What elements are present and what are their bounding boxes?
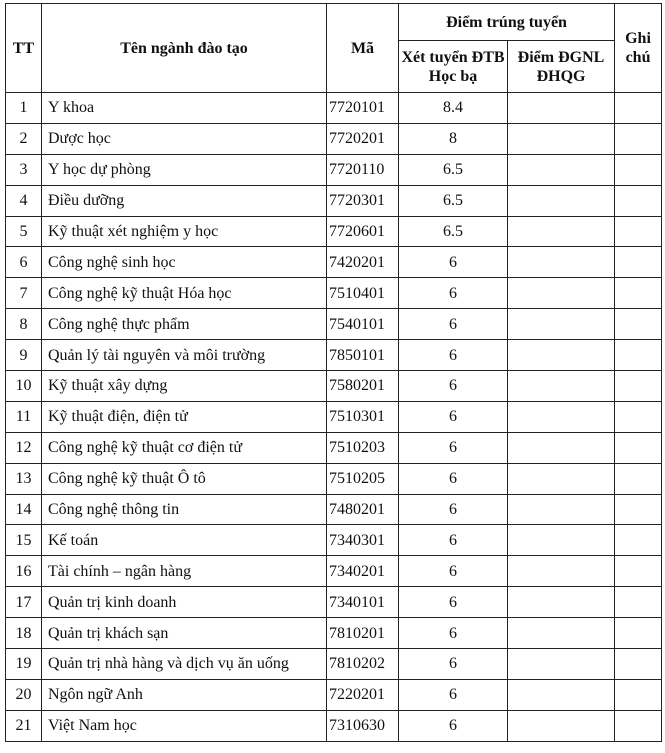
hoc-ba-score: 6	[399, 556, 508, 587]
program-name: Công nghệ sinh học	[42, 247, 327, 278]
dgnl-score	[508, 185, 615, 216]
hoc-ba-score: 6	[399, 371, 508, 402]
program-code: 7510301	[327, 401, 399, 432]
program-code: 7720110	[327, 154, 399, 185]
program-name: Kỹ thuật điện, điện tử	[42, 401, 327, 432]
dgnl-score	[508, 309, 615, 340]
dgnl-score	[508, 649, 615, 680]
table-body	[6, 93, 662, 742]
note-cell	[615, 618, 662, 649]
note-cell	[615, 463, 662, 494]
note-cell	[615, 679, 662, 710]
table-row	[6, 216, 662, 247]
table-row	[6, 649, 662, 680]
table-row	[6, 525, 662, 556]
note-cell	[615, 216, 662, 247]
table-row	[6, 587, 662, 618]
dgnl-score	[508, 154, 615, 185]
program-code: 7720201	[327, 123, 399, 154]
hoc-ba-score: 6.5	[399, 185, 508, 216]
program-code: 7480201	[327, 494, 399, 525]
table-row	[6, 679, 662, 710]
hoc-ba-score: 6	[399, 587, 508, 618]
row-number: 4	[6, 185, 42, 216]
program-code: 7340301	[327, 525, 399, 556]
row-number: 10	[6, 371, 42, 402]
program-code: 7810201	[327, 618, 399, 649]
row-number: 5	[6, 216, 42, 247]
dgnl-score	[508, 494, 615, 525]
note-cell	[615, 401, 662, 432]
program-code: 7850101	[327, 340, 399, 371]
dgnl-score	[508, 216, 615, 247]
program-code: 7420201	[327, 247, 399, 278]
program-code: 7510205	[327, 463, 399, 494]
program-name: Y học dự phòng	[42, 154, 327, 185]
table-row	[6, 154, 662, 185]
program-name: Quản trị khách sạn	[42, 618, 327, 649]
header-dgnl: Điểm ĐGNL ĐHQG	[508, 41, 615, 93]
note-cell	[615, 123, 662, 154]
program-name: Y khoa	[42, 93, 327, 124]
row-number: 12	[6, 432, 42, 463]
note-cell	[615, 185, 662, 216]
program-name: Điều dưỡng	[42, 185, 327, 216]
row-number: 7	[6, 278, 42, 309]
dgnl-score	[508, 556, 615, 587]
program-code: 7810202	[327, 649, 399, 680]
hoc-ba-score: 6	[399, 309, 508, 340]
dgnl-score	[508, 340, 615, 371]
hoc-ba-score: 6	[399, 525, 508, 556]
hoc-ba-score: 6.5	[399, 154, 508, 185]
note-cell	[615, 340, 662, 371]
row-number: 11	[6, 401, 42, 432]
table-row	[6, 278, 662, 309]
hoc-ba-score: 8.4	[399, 93, 508, 124]
note-cell	[615, 494, 662, 525]
table-row	[6, 93, 662, 124]
hoc-ba-score: 6	[399, 463, 508, 494]
table-row	[6, 556, 662, 587]
program-name: Việt Nam học	[42, 710, 327, 741]
table-row	[6, 247, 662, 278]
dgnl-score	[508, 93, 615, 124]
program-name: Dược học	[42, 123, 327, 154]
row-number: 8	[6, 309, 42, 340]
dgnl-score	[508, 371, 615, 402]
program-code: 7720601	[327, 216, 399, 247]
program-code: 7580201	[327, 371, 399, 402]
row-number: 17	[6, 587, 42, 618]
dgnl-score	[508, 525, 615, 556]
row-number: 20	[6, 679, 42, 710]
program-code: 7510203	[327, 432, 399, 463]
program-name: Công nghệ kỹ thuật Ô tô	[42, 463, 327, 494]
note-cell	[615, 371, 662, 402]
row-number: 13	[6, 463, 42, 494]
program-name: Kế toán	[42, 525, 327, 556]
header-note: Ghi chú	[615, 4, 662, 93]
program-code: 7310630	[327, 710, 399, 741]
dgnl-score	[508, 278, 615, 309]
hoc-ba-score: 6	[399, 710, 508, 741]
program-name: Công nghệ thông tin	[42, 494, 327, 525]
row-number: 18	[6, 618, 42, 649]
program-code: 7720301	[327, 185, 399, 216]
row-number: 9	[6, 340, 42, 371]
program-name: Quản lý tài nguyên và môi trường	[42, 340, 327, 371]
program-code: 7540101	[327, 309, 399, 340]
program-code: 7340101	[327, 587, 399, 618]
hoc-ba-score: 6	[399, 494, 508, 525]
row-number: 16	[6, 556, 42, 587]
dgnl-score	[508, 463, 615, 494]
admission-scores-table	[5, 3, 662, 742]
program-name: Quản trị nhà hàng và dịch vụ ăn uống	[42, 649, 327, 680]
hoc-ba-score: 8	[399, 123, 508, 154]
program-code: 7720101	[327, 93, 399, 124]
row-number: 3	[6, 154, 42, 185]
note-cell	[615, 525, 662, 556]
program-name: Quản trị kinh doanh	[42, 587, 327, 618]
program-name: Ngôn ngữ Anh	[42, 679, 327, 710]
program-name: Công nghệ kỹ thuật Hóa học	[42, 278, 327, 309]
row-number: 21	[6, 710, 42, 741]
program-name: Tài chính – ngân hàng	[42, 556, 327, 587]
header-admission-score: Điểm trúng tuyển	[399, 4, 615, 41]
hoc-ba-score: 6.5	[399, 216, 508, 247]
table-row	[6, 494, 662, 525]
table-row	[6, 340, 662, 371]
table-row	[6, 710, 662, 741]
note-cell	[615, 309, 662, 340]
dgnl-score	[508, 432, 615, 463]
program-name: Kỹ thuật xây dựng	[42, 371, 327, 402]
program-name: Công nghệ thực phẩm	[42, 309, 327, 340]
table-row	[6, 432, 662, 463]
dgnl-score	[508, 123, 615, 154]
program-name: Công nghệ kỹ thuật cơ điện tử	[42, 432, 327, 463]
hoc-ba-score: 6	[399, 278, 508, 309]
note-cell	[615, 247, 662, 278]
header-program-name: Tên ngành đào tạo	[42, 4, 327, 93]
header-code: Mã	[327, 4, 399, 93]
hoc-ba-score: 6	[399, 340, 508, 371]
dgnl-score	[508, 618, 615, 649]
row-number: 1	[6, 93, 42, 124]
table-row	[6, 371, 662, 402]
table-row	[6, 123, 662, 154]
note-cell	[615, 278, 662, 309]
dgnl-score	[508, 401, 615, 432]
program-name: Kỹ thuật xét nghiệm y học	[42, 216, 327, 247]
program-code: 7340201	[327, 556, 399, 587]
note-cell	[615, 587, 662, 618]
table-row	[6, 185, 662, 216]
table-row	[6, 309, 662, 340]
dgnl-score	[508, 247, 615, 278]
header-tt: TT	[6, 4, 42, 93]
table-row	[6, 463, 662, 494]
dgnl-score	[508, 587, 615, 618]
program-code: 7220201	[327, 679, 399, 710]
note-cell	[615, 556, 662, 587]
hoc-ba-score: 6	[399, 679, 508, 710]
row-number: 19	[6, 649, 42, 680]
hoc-ba-score: 6	[399, 618, 508, 649]
table-row	[6, 618, 662, 649]
note-cell	[615, 154, 662, 185]
dgnl-score	[508, 710, 615, 741]
row-number: 14	[6, 494, 42, 525]
row-number: 15	[6, 525, 42, 556]
note-cell	[615, 93, 662, 124]
row-number: 2	[6, 123, 42, 154]
note-cell	[615, 710, 662, 741]
hoc-ba-score: 6	[399, 247, 508, 278]
table-row	[6, 401, 662, 432]
note-cell	[615, 432, 662, 463]
dgnl-score	[508, 679, 615, 710]
note-cell	[615, 649, 662, 680]
header-hoc-ba: Xét tuyển ĐTB Học bạ	[399, 41, 508, 93]
program-code: 7510401	[327, 278, 399, 309]
hoc-ba-score: 6	[399, 432, 508, 463]
row-number: 6	[6, 247, 42, 278]
hoc-ba-score: 6	[399, 401, 508, 432]
hoc-ba-score: 6	[399, 649, 508, 680]
